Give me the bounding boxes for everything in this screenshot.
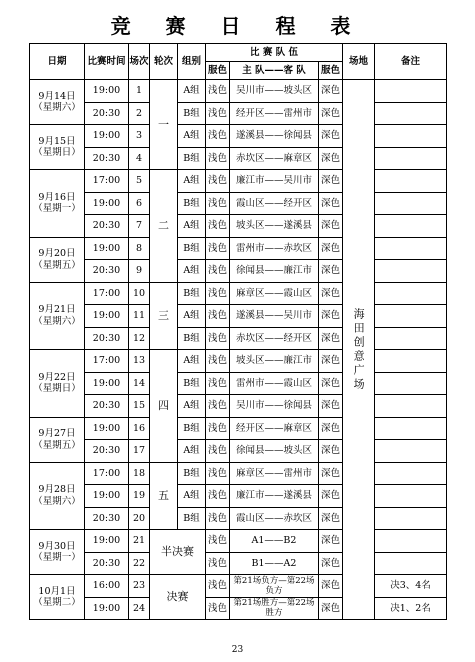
group-cell: A组 (178, 395, 206, 418)
matchup-cell: 麻章区——雷州市 (230, 462, 319, 485)
home-uniform-cell: 浅色 (206, 440, 230, 463)
home-uniform-cell: 浅色 (206, 462, 230, 485)
group-cell: A组 (178, 125, 206, 148)
time-cell: 17:00 (85, 350, 129, 373)
table-row (30, 125, 447, 148)
match-no-cell: 10 (129, 282, 150, 305)
group-cell: A组 (178, 440, 206, 463)
match-no-cell: 22 (129, 552, 150, 575)
header-teams: 比 赛 队 伍 (206, 44, 343, 62)
note-cell (375, 260, 447, 283)
time-cell: 19:00 (85, 485, 129, 508)
group-cell: B组 (178, 192, 206, 215)
away-uniform-cell: 深色 (319, 327, 343, 350)
away-uniform-cell: 深色 (319, 597, 343, 620)
group-cell: B组 (178, 237, 206, 260)
group-cell: A组 (178, 260, 206, 283)
time-cell: 20:30 (85, 102, 129, 125)
matchup-cell: A1——B2 (230, 530, 319, 553)
note-cell (375, 237, 447, 260)
match-no-cell: 17 (129, 440, 150, 463)
time-cell: 20:30 (85, 327, 129, 350)
home-uniform-cell: 浅色 (206, 125, 230, 148)
match-no-cell: 6 (129, 192, 150, 215)
header-row-1 (30, 44, 447, 62)
home-uniform-cell: 浅色 (206, 147, 230, 170)
time-cell: 20:30 (85, 440, 129, 463)
away-uniform-cell: 深色 (319, 170, 343, 193)
date-cell: 9月16日 （星期一） (30, 170, 85, 238)
away-uniform-cell: 深色 (319, 372, 343, 395)
time-cell: 20:30 (85, 147, 129, 170)
match-no-cell: 24 (129, 597, 150, 620)
away-uniform-cell: 深色 (319, 305, 343, 328)
table-row (30, 327, 447, 350)
matchup-cell: 雷州市——赤坎区 (230, 237, 319, 260)
note-cell (375, 530, 447, 553)
home-uniform-cell: 浅色 (206, 102, 230, 125)
time-cell: 19:00 (85, 597, 129, 620)
date-cell: 9月21日 （星期六） (30, 282, 85, 350)
matchup-cell: 廉江市——吴川市 (230, 170, 319, 193)
table-row (30, 282, 447, 305)
round-cell: 二 (150, 170, 178, 283)
table-row (30, 395, 447, 418)
venue-cell: 海田创意广场 (343, 80, 375, 620)
group-cell: B组 (178, 507, 206, 530)
time-cell: 20:30 (85, 395, 129, 418)
group-cell: B组 (178, 147, 206, 170)
match-no-cell: 2 (129, 102, 150, 125)
matchup-cell: B1——A2 (230, 552, 319, 575)
time-cell: 20:30 (85, 552, 129, 575)
header-group: 组别 (178, 44, 206, 80)
matchup-cell: 吴川市——徐闻县 (230, 395, 319, 418)
away-uniform-cell: 深色 (319, 552, 343, 575)
time-cell: 17:00 (85, 282, 129, 305)
header-away-uniform: 服色 (319, 62, 343, 80)
time-cell: 16:00 (85, 575, 129, 598)
away-uniform-cell: 深色 (319, 417, 343, 440)
table-row (30, 552, 447, 575)
matchup-cell: 雷州市——霞山区 (230, 372, 319, 395)
home-uniform-cell: 浅色 (206, 530, 230, 553)
away-uniform-cell: 深色 (319, 485, 343, 508)
time-cell: 17:00 (85, 462, 129, 485)
matchup-cell: 坡头区——遂溪县 (230, 215, 319, 238)
home-uniform-cell: 浅色 (206, 485, 230, 508)
round-cell: 五 (150, 462, 178, 530)
group-cell: B组 (178, 372, 206, 395)
note-cell: 决1、2名 (375, 597, 447, 620)
note-cell (375, 462, 447, 485)
header-notes: 备注 (375, 44, 447, 80)
table-row (30, 440, 447, 463)
away-uniform-cell: 深色 (319, 125, 343, 148)
match-no-cell: 12 (129, 327, 150, 350)
matchup-cell: 赤坎区——麻章区 (230, 147, 319, 170)
match-no-cell: 21 (129, 530, 150, 553)
round-cell: 四 (150, 350, 178, 463)
round-cell: 半决赛 (150, 530, 206, 575)
home-uniform-cell: 浅色 (206, 395, 230, 418)
home-uniform-cell: 浅色 (206, 282, 230, 305)
time-cell: 19:00 (85, 417, 129, 440)
home-uniform-cell: 浅色 (206, 192, 230, 215)
date-cell: 9月20日 （星期五） (30, 237, 85, 282)
table-row (30, 462, 447, 485)
match-no-cell: 18 (129, 462, 150, 485)
table-row (30, 597, 447, 620)
match-no-cell: 14 (129, 372, 150, 395)
group-cell: A组 (178, 305, 206, 328)
match-no-cell: 9 (129, 260, 150, 283)
matchup-cell: 霞山区——经开区 (230, 192, 319, 215)
round-cell: 决赛 (150, 575, 206, 620)
matchup-cell: 霞山区——赤坎区 (230, 507, 319, 530)
page-number: 23 (231, 645, 244, 655)
away-uniform-cell: 深色 (319, 440, 343, 463)
group-cell: A组 (178, 350, 206, 373)
group-cell: B组 (178, 462, 206, 485)
header-date: 日期 (30, 44, 85, 80)
group-cell: A组 (178, 215, 206, 238)
home-uniform-cell: 浅色 (206, 305, 230, 328)
time-cell: 20:30 (85, 260, 129, 283)
table-row (30, 170, 447, 193)
away-uniform-cell: 深色 (319, 395, 343, 418)
time-cell: 19:00 (85, 80, 129, 103)
away-uniform-cell: 深色 (319, 350, 343, 373)
note-cell (375, 552, 447, 575)
home-uniform-cell: 浅色 (206, 350, 230, 373)
matchup-cell: 经开区——雷州市 (230, 102, 319, 125)
home-uniform-cell: 浅色 (206, 215, 230, 238)
home-uniform-cell: 浅色 (206, 170, 230, 193)
time-cell: 20:30 (85, 215, 129, 238)
table-row (30, 417, 447, 440)
table-row (30, 260, 447, 283)
match-no-cell: 13 (129, 350, 150, 373)
match-no-cell: 4 (129, 147, 150, 170)
away-uniform-cell: 深色 (319, 575, 343, 598)
table-row (30, 350, 447, 373)
header-round: 轮次 (150, 44, 178, 80)
date-cell: 9月30日 （星期一） (30, 530, 85, 575)
matchup-cell: 吴川市——坡头区 (230, 80, 319, 103)
time-cell: 19:00 (85, 237, 129, 260)
note-cell (375, 170, 447, 193)
round-cell: 三 (150, 282, 178, 350)
note-cell (375, 125, 447, 148)
group-cell: B组 (178, 327, 206, 350)
table-row (30, 530, 447, 553)
home-uniform-cell: 浅色 (206, 552, 230, 575)
table-row (30, 485, 447, 508)
away-uniform-cell: 深色 (319, 462, 343, 485)
table-row (30, 80, 447, 103)
away-uniform-cell: 深色 (319, 507, 343, 530)
note-cell (375, 305, 447, 328)
header-match-no: 场次 (129, 44, 150, 80)
matchup-cell: 赤坎区——经开区 (230, 327, 319, 350)
match-no-cell: 7 (129, 215, 150, 238)
match-no-cell: 11 (129, 305, 150, 328)
matchup-cell: 廉江市——遂溪县 (230, 485, 319, 508)
note-cell (375, 192, 447, 215)
table-row (30, 575, 447, 598)
away-uniform-cell: 深色 (319, 260, 343, 283)
table-row (30, 147, 447, 170)
home-uniform-cell: 浅色 (206, 507, 230, 530)
away-uniform-cell: 深色 (319, 237, 343, 260)
note-cell (375, 372, 447, 395)
table-row (30, 215, 447, 238)
matchup-cell: 徐闻县——坡头区 (230, 440, 319, 463)
group-cell: B组 (178, 102, 206, 125)
home-uniform-cell: 浅色 (206, 597, 230, 620)
table-row (30, 102, 447, 125)
home-uniform-cell: 浅色 (206, 575, 230, 598)
date-cell: 9月22日 （星期日） (30, 350, 85, 418)
page-title: 竞 赛 日 程 表 (110, 14, 365, 38)
date-cell: 9月28日 （星期六） (30, 462, 85, 530)
home-uniform-cell: 浅色 (206, 80, 230, 103)
time-cell: 19:00 (85, 530, 129, 553)
time-cell: 19:00 (85, 125, 129, 148)
away-uniform-cell: 深色 (319, 147, 343, 170)
home-uniform-cell: 浅色 (206, 417, 230, 440)
away-uniform-cell: 深色 (319, 192, 343, 215)
header-matchup: 主 队——客 队 (230, 62, 319, 80)
match-no-cell: 23 (129, 575, 150, 598)
matchup-cell: 经开区——麻章区 (230, 417, 319, 440)
match-no-cell: 20 (129, 507, 150, 530)
table-row (30, 372, 447, 395)
note-cell (375, 350, 447, 373)
table-row (30, 237, 447, 260)
round-cell: 一 (150, 80, 178, 170)
matchup-cell: 坡头区——廉江市 (230, 350, 319, 373)
matchup-cell: 麻章区——霞山区 (230, 282, 319, 305)
note-cell (375, 417, 447, 440)
time-cell: 19:00 (85, 372, 129, 395)
time-cell: 17:00 (85, 170, 129, 193)
note-cell (375, 215, 447, 238)
group-cell: A组 (178, 170, 206, 193)
match-no-cell: 15 (129, 395, 150, 418)
note-cell: 决3、4名 (375, 575, 447, 598)
date-cell: 9月14日 （星期六） (30, 80, 85, 125)
time-cell: 20:30 (85, 507, 129, 530)
match-no-cell: 16 (129, 417, 150, 440)
table-row (30, 507, 447, 530)
match-no-cell: 8 (129, 237, 150, 260)
time-cell: 19:00 (85, 192, 129, 215)
away-uniform-cell: 深色 (319, 80, 343, 103)
date-cell: 9月27日 （星期五） (30, 417, 85, 462)
match-no-cell: 19 (129, 485, 150, 508)
matchup-cell: 第21场负方—第22场负方 (230, 575, 319, 598)
note-cell (375, 282, 447, 305)
group-cell: A组 (178, 80, 206, 103)
note-cell (375, 485, 447, 508)
away-uniform-cell: 深色 (319, 102, 343, 125)
matchup-cell: 遂溪县——吴川市 (230, 305, 319, 328)
matchup-cell: 徐闻县——廉江市 (230, 260, 319, 283)
note-cell (375, 327, 447, 350)
away-uniform-cell: 深色 (319, 282, 343, 305)
group-cell: B组 (178, 282, 206, 305)
matchup-cell: 第21场胜方—第22场胜方 (230, 597, 319, 620)
note-cell (375, 507, 447, 530)
header-venue: 场地 (343, 44, 375, 80)
home-uniform-cell: 浅色 (206, 260, 230, 283)
note-cell (375, 147, 447, 170)
header-time: 比赛时间 (85, 44, 129, 80)
group-cell: A组 (178, 485, 206, 508)
note-cell (375, 80, 447, 103)
header-home-uniform: 服色 (206, 62, 230, 80)
group-cell: B组 (178, 417, 206, 440)
match-no-cell: 5 (129, 170, 150, 193)
away-uniform-cell: 深色 (319, 215, 343, 238)
time-cell: 19:00 (85, 305, 129, 328)
home-uniform-cell: 浅色 (206, 372, 230, 395)
date-cell: 10月1日 （星期二） (30, 575, 85, 620)
note-cell (375, 102, 447, 125)
note-cell (375, 395, 447, 418)
home-uniform-cell: 浅色 (206, 327, 230, 350)
matchup-cell: 遂溪县——徐闻县 (230, 125, 319, 148)
schedule-table (29, 43, 447, 620)
table-row (30, 192, 447, 215)
match-no-cell: 3 (129, 125, 150, 148)
away-uniform-cell: 深色 (319, 530, 343, 553)
date-cell: 9月15日 （星期日） (30, 125, 85, 170)
table-row (30, 305, 447, 328)
home-uniform-cell: 浅色 (206, 237, 230, 260)
match-no-cell: 1 (129, 80, 150, 103)
note-cell (375, 440, 447, 463)
